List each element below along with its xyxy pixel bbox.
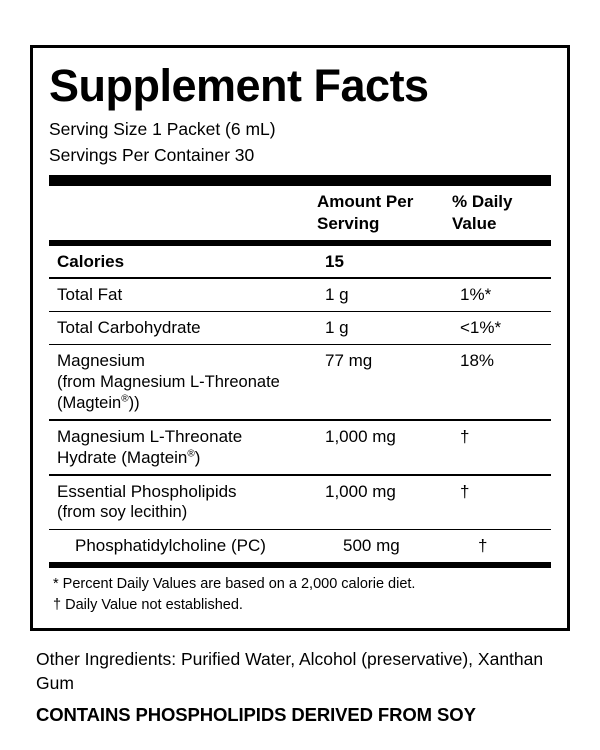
row-name bbox=[49, 345, 325, 419]
facts-rows bbox=[49, 421, 565, 475]
row-amount: 77 mg bbox=[325, 351, 373, 371]
row-daily-value bbox=[460, 246, 565, 278]
footnote-daily-value: * Percent Daily Values are based on a 2,000 calorie diet. bbox=[53, 575, 416, 592]
facts-rows bbox=[49, 279, 565, 311]
table-row bbox=[49, 312, 565, 344]
facts-rows bbox=[49, 476, 565, 529]
row-amount: 1,000 mg bbox=[325, 426, 396, 446]
row-amount: 1 g bbox=[325, 284, 349, 304]
footnote-dagger: † Daily Value not established. bbox=[53, 596, 243, 613]
facts-table bbox=[49, 186, 557, 240]
table-row bbox=[49, 246, 565, 278]
header-daily-value bbox=[452, 186, 557, 240]
table-row bbox=[49, 476, 565, 529]
table-row bbox=[49, 279, 565, 311]
header-dv-line1: % Daily bbox=[452, 192, 513, 211]
facts-rows bbox=[49, 530, 583, 562]
header-amount-per-serving bbox=[317, 186, 452, 240]
facts-rows bbox=[49, 345, 565, 419]
row-name: Phosphatidylcholine (PC) bbox=[75, 536, 266, 556]
row-name-main: Essential Phospholipids bbox=[57, 481, 237, 501]
allergen-statement: CONTAINS PHOSPHOLIPIDS DERIVED FROM SOY bbox=[36, 704, 476, 726]
row-name-main: Magnesium bbox=[57, 351, 145, 371]
row-name bbox=[49, 476, 325, 529]
table-row bbox=[49, 421, 565, 475]
row-name-sub: (from soy lecithin) bbox=[57, 503, 188, 522]
table-row bbox=[49, 345, 565, 419]
row-daily-value: 1%* bbox=[460, 284, 492, 304]
row-amount: 500 mg bbox=[343, 536, 400, 556]
row-daily-value: <1%* bbox=[460, 318, 502, 337]
row-name-sub: (from Magnesium L-Threonate (Magtein®)) bbox=[57, 373, 280, 413]
row-amount: 1 g bbox=[325, 318, 349, 337]
facts-rows bbox=[49, 246, 565, 278]
row-daily-value: † bbox=[478, 536, 488, 556]
row-daily-value: † bbox=[460, 481, 470, 501]
serving-size: Serving Size 1 Packet (6 mL) bbox=[49, 119, 276, 140]
row-amount: 15 bbox=[325, 251, 344, 271]
page-title: Supplement Facts bbox=[49, 60, 429, 111]
row-daily-value: 18% bbox=[460, 351, 495, 371]
header-dv-line2: Value bbox=[452, 213, 497, 233]
row-daily-value: † bbox=[460, 426, 470, 446]
row-name: Total Carbohydrate bbox=[57, 318, 201, 337]
header-amount-line2: Serving bbox=[317, 213, 380, 233]
row-name: Magnesium L-Threonate Hydrate (Magtein®) bbox=[57, 426, 243, 468]
row-amount: 1,000 mg bbox=[325, 481, 396, 501]
footnotes bbox=[49, 568, 551, 618]
supplement-facts-panel bbox=[30, 45, 570, 631]
table-row bbox=[49, 530, 583, 562]
facts-rows bbox=[49, 312, 565, 344]
divider-thick-top bbox=[49, 175, 551, 186]
other-ingredients-section bbox=[36, 648, 576, 726]
header-amount-line1: Amount Per bbox=[317, 192, 414, 211]
header-nutrient bbox=[49, 186, 317, 240]
row-name: Total Fat bbox=[57, 284, 123, 304]
table-header-row bbox=[49, 186, 557, 240]
other-ingredients: Other Ingredients: Purified Water, Alcohol (preservative), Xanthan Gum bbox=[36, 649, 544, 693]
servings-per-container: Servings Per Container 30 bbox=[49, 144, 255, 165]
row-name: Calories bbox=[57, 251, 125, 271]
